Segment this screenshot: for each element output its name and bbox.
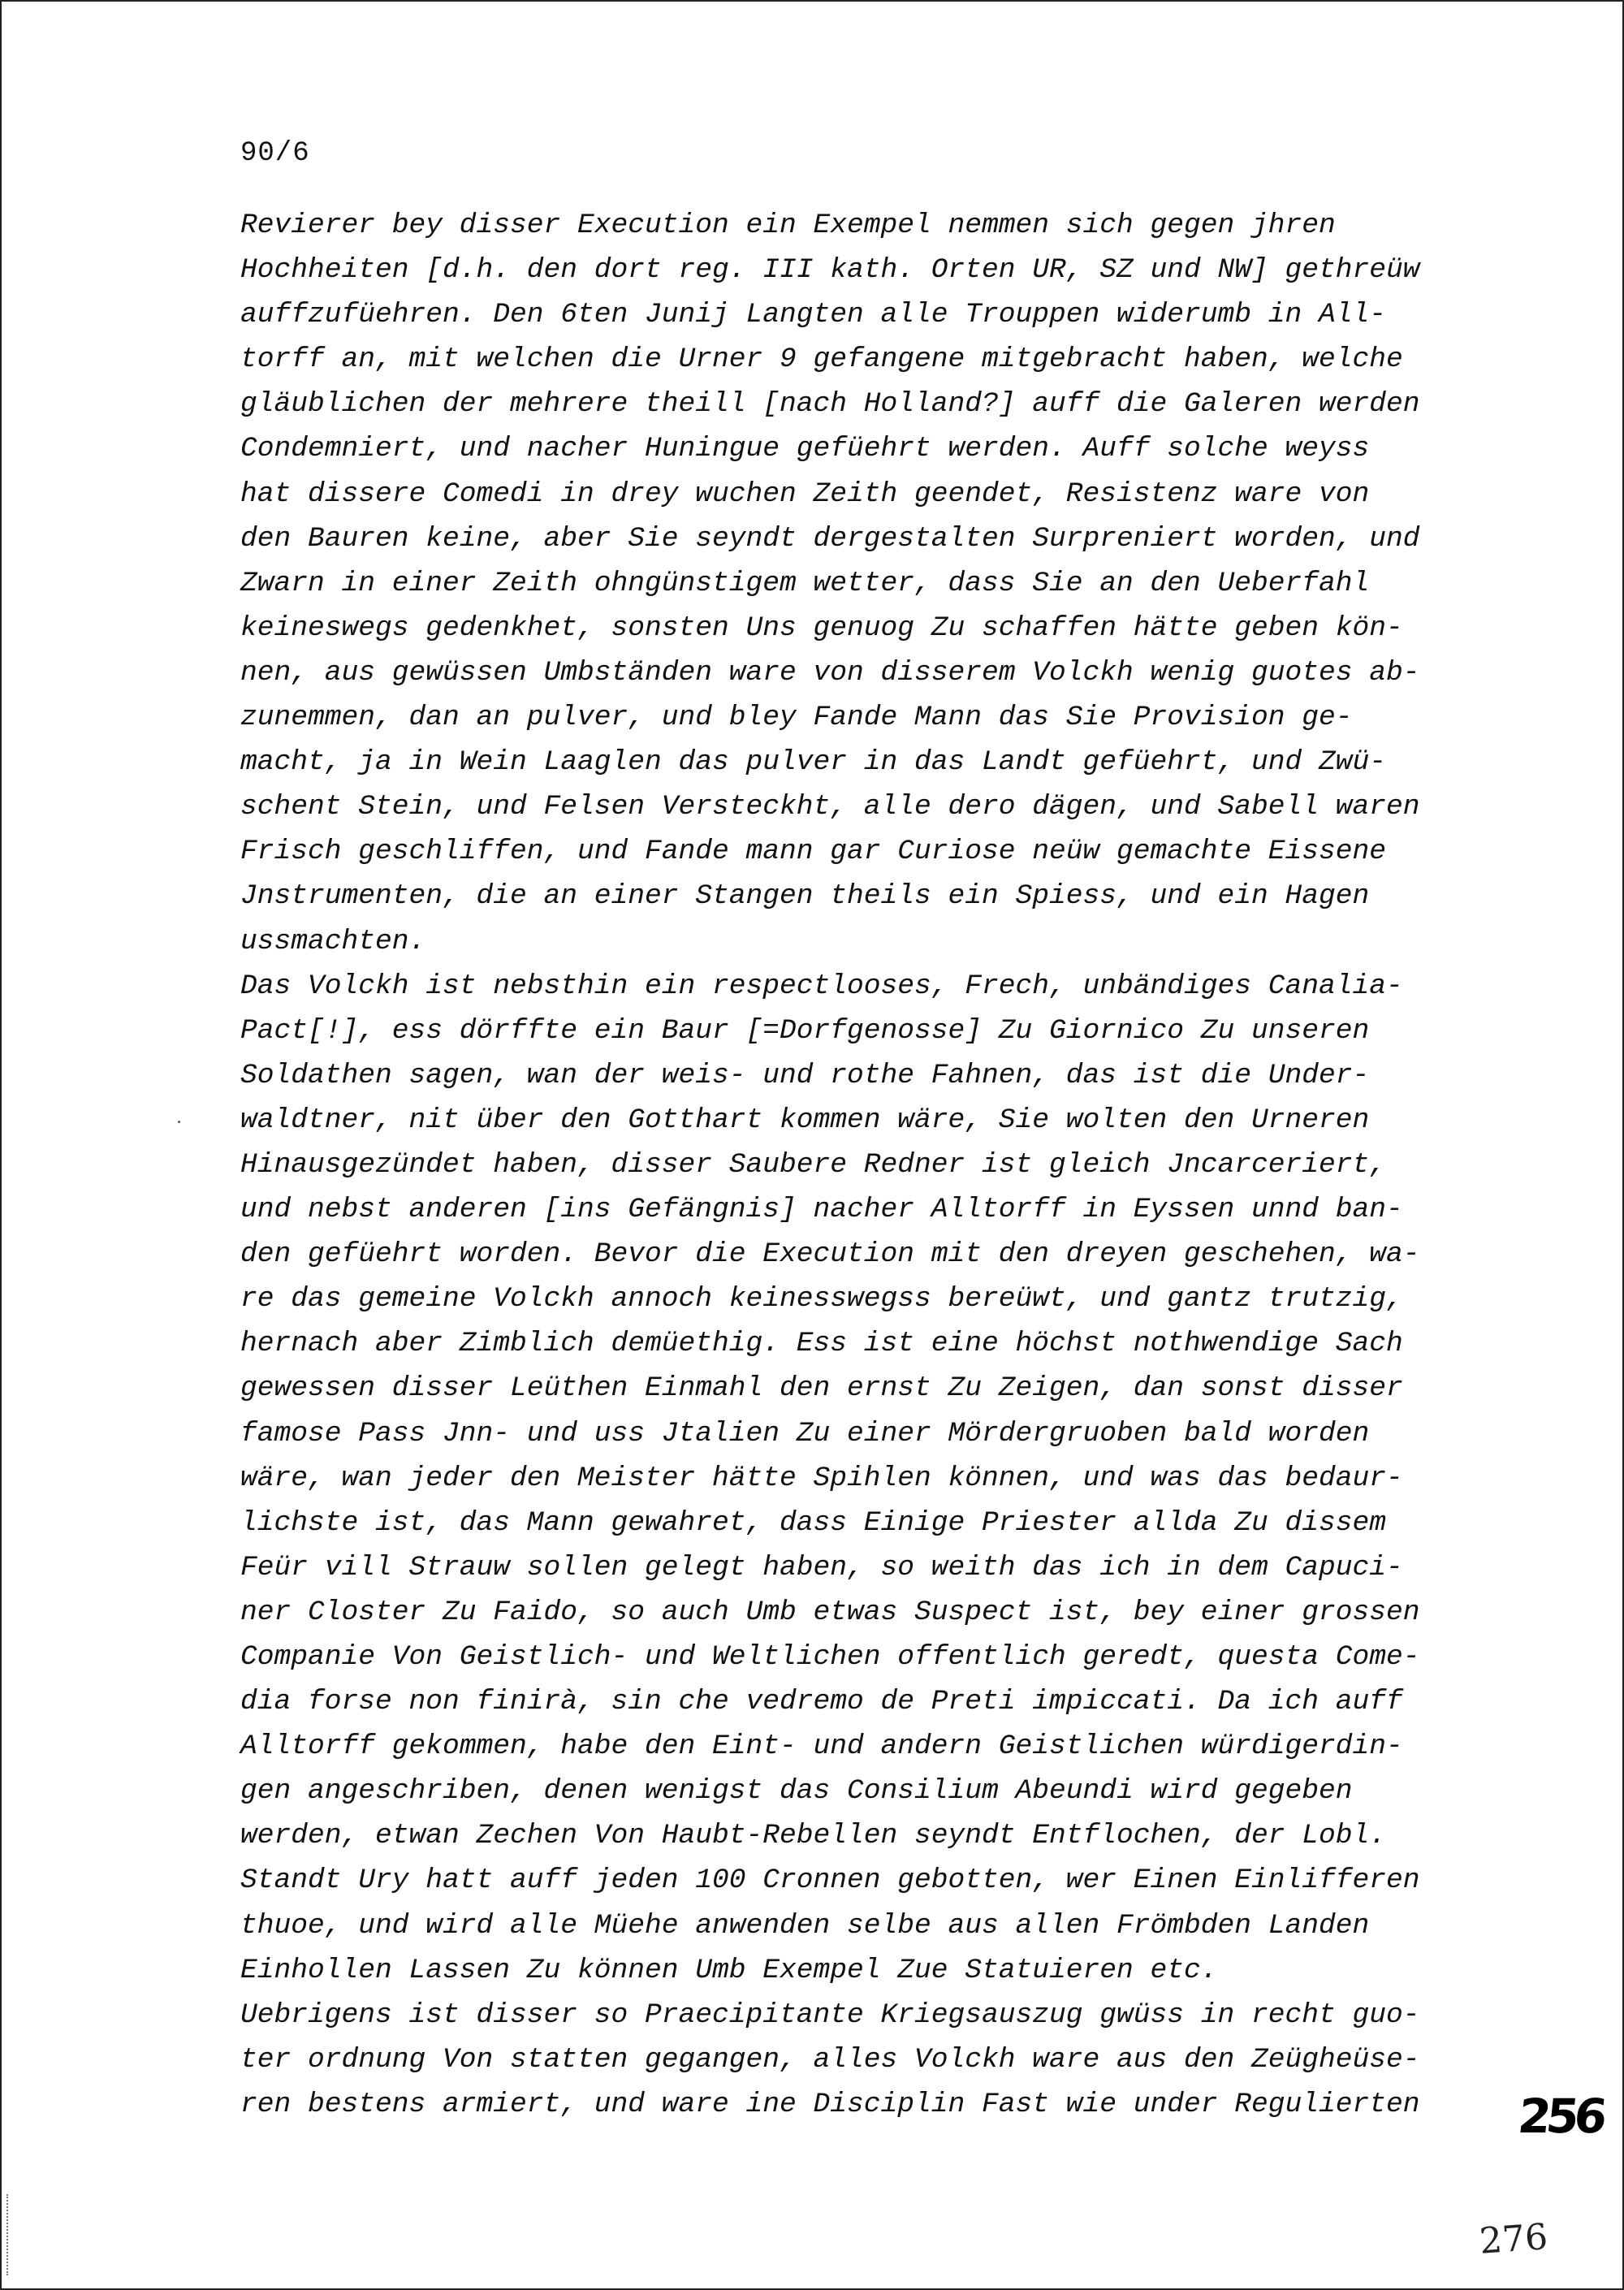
text-line: waldtner, nit über den Gotthart kommen wäre, Sie wolten den Urneren <box>240 1104 1370 1136</box>
text-line: Hochheiten [d.h. den dort reg. III kath. Orten UR, SZ und NW] gethreüw <box>240 254 1420 287</box>
text-line: und nebst anderen [ins Gefängnis] nacher Alltorff in Eyssen unnd ban- <box>240 1194 1403 1226</box>
text-line: dia forse non finirà, sin che vedremo de Preti impiccati. Da ich auff <box>240 1686 1403 1718</box>
text-line: schent Stein, und Felsen Versteckht, alle dero dägen, und Sabell waren <box>240 791 1420 823</box>
scan-edge-marks <box>6 2194 11 2275</box>
text-line: Einhollen Lassen Zu können Umb Exempel Zue Statuieren etc. <box>240 1954 1218 1986</box>
text-line: macht, ja in Wein Laaglen das pulver in das Landt gefüehrt, und Zwü- <box>240 746 1387 779</box>
text-line: torff an, mit welchen die Urner 9 gefangene mitgebracht haben, welche <box>240 344 1403 376</box>
text-line: gläublichen der mehrere theill [nach Holland?] auff die Galeren werden <box>240 388 1420 421</box>
text-line: Pact[!], ess dörffte ein Baur [=Dorfgenosse] Zu Giornico Zu unseren <box>240 1014 1370 1047</box>
text-line: famose Pass Jnn- und uss Jtalien Zu einer Mördergruoben bald worden <box>240 1417 1370 1450</box>
text-line: ren bestens armiert, und ware ine Disciplin Fast wie under Regulierten <box>240 2088 1420 2120</box>
text-line: Frisch geschliffen, und Fande mann gar Curiose neüw gemachte Eissene <box>240 836 1387 868</box>
text-line: Soldathen sagen, wan der weis- und rothe Fahnen, das ist die Under- <box>240 1059 1370 1091</box>
text-line: Alltorff gekommen, habe den Eint- und andern Geistlichen würdigerdin- <box>240 1730 1403 1763</box>
text-line: zunemmen, dan an pulver, und bley Fande Mann das Sie Provision ge- <box>240 702 1353 734</box>
text-line: re das gemeine Volckh annoch keinesswegss bereüwt, und gantz trutzig, <box>240 1283 1403 1316</box>
text-line: den Bauren keine, aber Sie seyndt dergestalten Surpreniert worden, und <box>240 522 1420 555</box>
text-line: auffzufüehren. Den 6ten Junij Langten alle Trouppen widerumb in All- <box>240 299 1387 331</box>
page-number: 90/6 <box>240 138 310 169</box>
margin-mark <box>178 1121 180 1123</box>
stamped-page-number: 256 <box>1515 2089 1605 2144</box>
text-line: thuoe, und wird alle Müehe anwenden selbe aus allen Frömbden Landen <box>240 1909 1370 1942</box>
text-line: nen, aus gewüssen Umbständen ware von disserem Volckh wenig guotes ab- <box>240 656 1420 689</box>
text-line: werden, etwan Zechen Von Haubt-Rebellen seyndt Entflochen, der Lobl. <box>240 1820 1387 1852</box>
text-line: ter ordnung Von statten gegangen, alles Volckh ware aus den Zeügheüse- <box>240 2043 1420 2076</box>
text-line: ussmachten. <box>240 925 426 957</box>
handwritten-page-number: 276 <box>1478 2216 1549 2262</box>
text-line: Hinausgezündet haben, disser Saubere Redner ist gleich Jncarceriert, <box>240 1148 1387 1181</box>
text-line: ner Closter Zu Faido, so auch Umb etwas Suspect ist, bey einer grossen <box>240 1596 1420 1628</box>
text-line: Zwarn in einer Zeith ohngünstigem wetter, dass Sie an den Ueberfahl <box>240 567 1370 599</box>
text-line: Revierer bey disser Execution ein Exempel nemmen sich gegen jhren <box>240 210 1336 241</box>
text-line: gen angeschriben, denen wenigst das Consilium Abeundi wird gegeben <box>240 1775 1353 1808</box>
text-line: gewessen disser Leüthen Einmahl den ernst Zu Zeigen, dan sonst disser <box>240 1372 1403 1405</box>
text-line: Jnstrumenten, die an einer Stangen theils ein Spiess, und ein Hagen <box>240 880 1370 913</box>
text-line: Companie Von Geistlich- und Weltlichen offentlich geredt, questa Come- <box>240 1641 1420 1673</box>
text-line: Standt Ury hatt auff jeden 100 Cronnen gebotten, wer Einen Einlifferen <box>240 1864 1420 1897</box>
text-line: hernach aber Zimblich demüethig. Ess ist eine höchst nothwendige Sach <box>240 1328 1403 1360</box>
text-line: Feür vill Strauw sollen gelegt haben, so weith das ich in dem Capuci- <box>240 1551 1403 1584</box>
body-text <box>240 203 1507 2127</box>
text-line: keineswegs gedenkhet, sonsten Uns genuog Zu schaffen hätte geben kön- <box>240 611 1403 644</box>
text-line: den gefüehrt worden. Bevor die Execution mit den dreyen geschehen, wa- <box>240 1238 1420 1271</box>
text-line: Condemniert, und nacher Huningue gefüehrt werden. Auff solche weyss <box>240 433 1370 465</box>
text-line: lichste ist, das Mann gewahret, dass Einige Priester allda Zu dissem <box>240 1506 1387 1539</box>
text-line: Das Volckh ist nebsthin ein respectlooses, Frech, unbändiges Canalia- <box>240 970 1403 1002</box>
text-line: Uebrigens ist disser so Praecipitante Kriegsauszug gwüss in recht guo- <box>240 1998 1420 2031</box>
text-line: wäre, wan jeder den Meister hätte Spihlen können, und was das bedaur- <box>240 1462 1403 1494</box>
text-line: hat dissere Comedi in drey wuchen Zeith geendet, Resistenz ware von <box>240 477 1370 510</box>
